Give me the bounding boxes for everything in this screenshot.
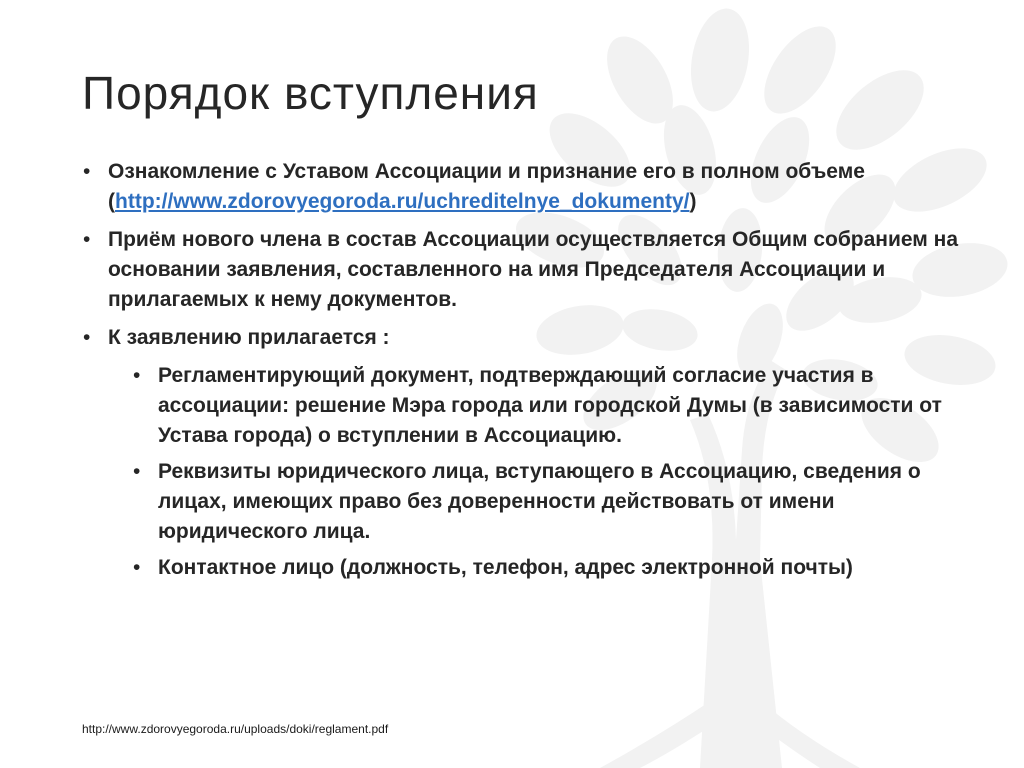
sub-bullet-requisites-text: Реквизиты юридического лица, вступающего в Ассоциацию, сведения о лицах, имеющих право без доверенности действовать от имени юридического лица. xyxy=(158,460,921,543)
slide-title: Порядок вступления xyxy=(82,67,539,119)
bullet-admission xyxy=(82,225,962,315)
attachments-sub-list xyxy=(82,361,962,583)
sub-bullet-requisites xyxy=(132,457,962,547)
bullet-statute xyxy=(82,157,962,217)
sub-bullet-document xyxy=(132,361,962,451)
sub-bullet-contact xyxy=(132,553,962,583)
sub-bullet-document-text: Регламентирующий документ, подтверждающий согласие участия в ассоциации: решение Мэра города или городской Думы (в зависимости от Устава города) о вступлении в Ассоциацию. xyxy=(158,364,942,447)
bullet-attachments-text: К заявлению прилагается : xyxy=(108,326,390,349)
footer-url: http://www.zdorovyegoroda.ru/uploads/doki/reglament.pdf xyxy=(82,722,389,736)
bullet-list xyxy=(82,157,962,589)
bullet-statute-close: ) xyxy=(689,190,697,213)
bullet-admission-text: Приём нового члена в состав Ассоциации осуществляется Общим собранием на основании заявления, составленного на имя Председателя Ассоциации и прилагаемых к нему документов. xyxy=(108,228,959,311)
statute-link[interactable]: http://www.zdorovyegoroda.ru/uchreditelnye_dokumenty/ xyxy=(115,190,690,213)
bullet-attachments xyxy=(82,323,962,353)
bullet-statute-text: Ознакомление с Уставом Ассоциации и признание его в полном объеме ( xyxy=(108,160,865,213)
sub-bullet-contact-text: Контактное лицо (должность, телефон, адрес электронной почты) xyxy=(158,556,853,579)
